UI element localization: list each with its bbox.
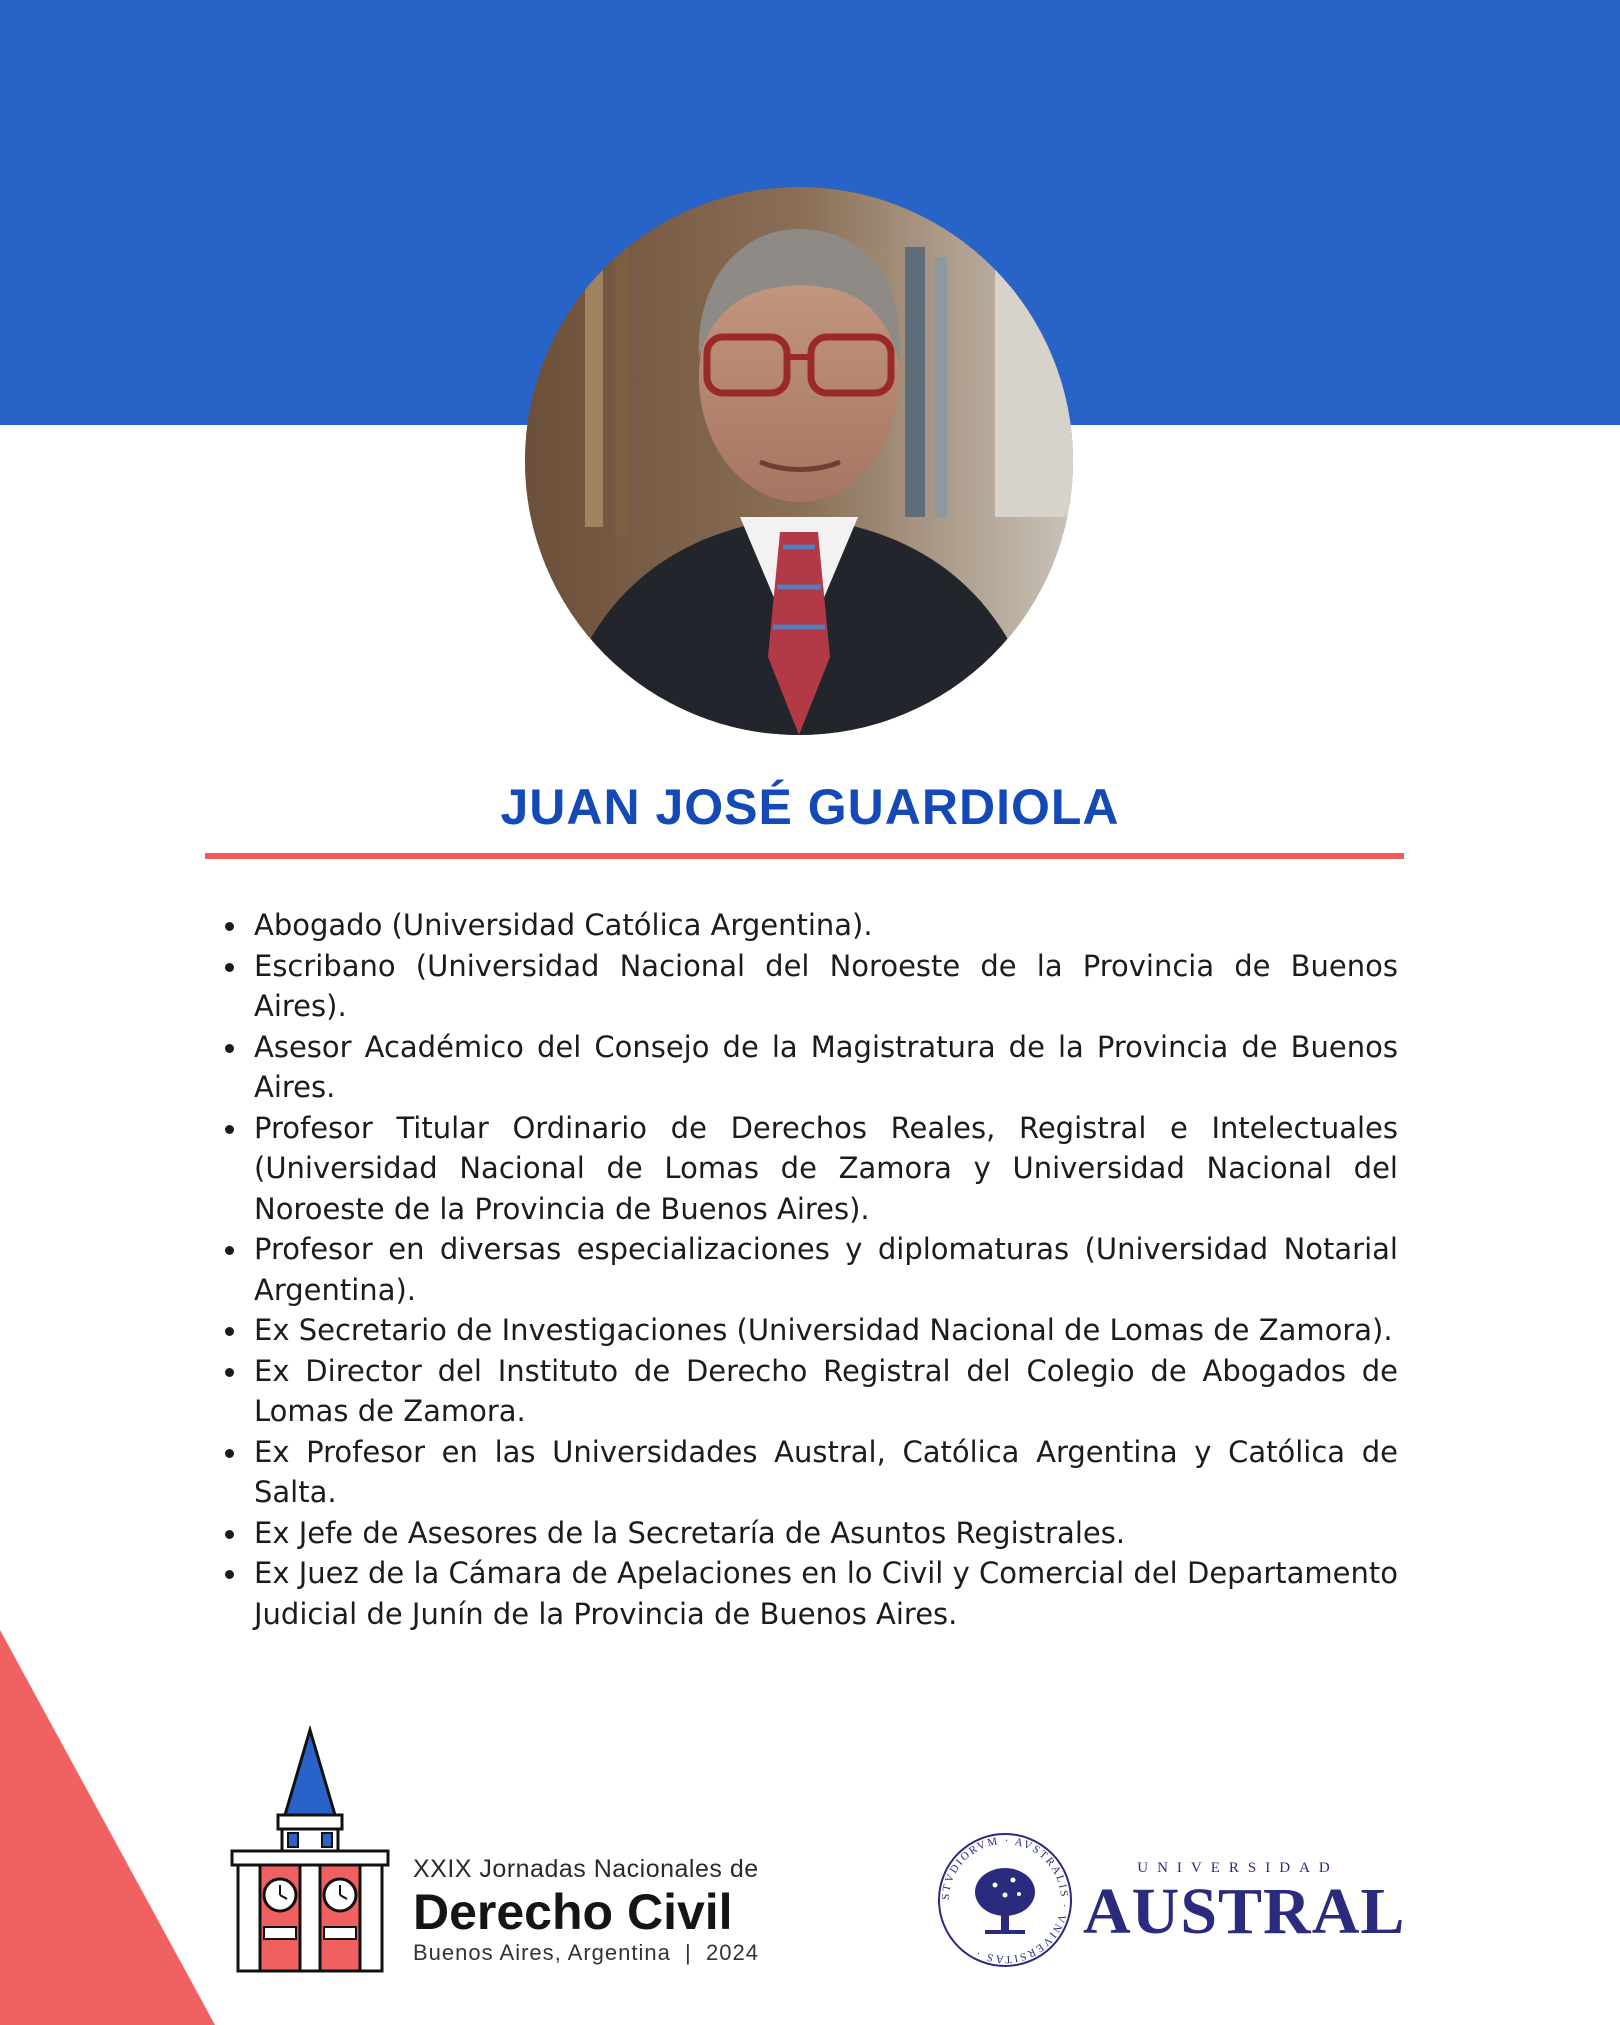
portrait-photo xyxy=(525,187,1073,735)
name-divider xyxy=(205,853,1404,859)
bio-item: Escribano (Universidad Nacional del Noroeste de la Provincia de Buenos Aires). xyxy=(254,946,1398,1027)
bio-item: Asesor Académico del Consejo de la Magistratura de la Provincia de Buenos Aires. xyxy=(254,1027,1398,1108)
event-line1: XXIX Jornadas Nacionales de xyxy=(413,1855,759,1883)
bio-item: Profesor en diversas especializaciones y diplomaturas (Universidad Notarial Argentina). xyxy=(254,1229,1398,1310)
bio-item: Ex Juez de la Cámara de Apelaciones en lo Civil y Comercial del Departamento Judicial de Junín de la Provincia de Buenos Aires. xyxy=(254,1553,1398,1634)
corner-decoration xyxy=(0,1630,215,2025)
event-title xyxy=(413,1855,833,1966)
bio-item: Abogado (Universidad Católica Argentina). xyxy=(254,905,1398,946)
speaker-portrait xyxy=(525,187,1073,735)
event-logo xyxy=(230,1725,790,1975)
speaker-name: JUAN JOSÉ GUARDIOLA xyxy=(500,779,1120,835)
clock-tower-icon xyxy=(230,1725,390,1975)
austral-label: AUSTRAL xyxy=(1083,1875,1406,1948)
bio-item: Ex Secretario de Investigaciones (Universidad Nacional de Lomas de Zamora). xyxy=(254,1310,1398,1351)
universidad-label: UNIVERSIDAD xyxy=(1137,1860,1339,1876)
event-line3: Buenos Aires, Argentina | 2024 xyxy=(413,1940,759,1965)
bio-item: Ex Director del Instituto de Derecho Registral del Colegio de Abogados de Lomas de Zamora. xyxy=(254,1351,1398,1432)
seal-text: STVDIORVM · AVSTRALIS · VNIVERSITAS · xyxy=(939,1834,1071,1966)
bio-item: Ex Jefe de Asesores de la Secretaría de Asuntos Registrales. xyxy=(254,1513,1398,1554)
bio-list xyxy=(254,905,1398,1634)
austral-wordmark xyxy=(1083,1860,1406,1948)
bio-item: Ex Profesor en las Universidades Austral, Católica Argentina y Católica de Salta. xyxy=(254,1432,1398,1513)
university-logo xyxy=(935,1830,1406,1980)
event-line2: Derecho Civil xyxy=(413,1884,733,1940)
university-seal-icon xyxy=(935,1830,1075,1970)
bio-item: Profesor Titular Ordinario de Derechos Reales, Registral e Intelectuales (Universidad Nacional de Lomas de Zamora y Universidad Nacional del Noroeste de la Provincia de Buenos Aires). xyxy=(254,1108,1398,1230)
